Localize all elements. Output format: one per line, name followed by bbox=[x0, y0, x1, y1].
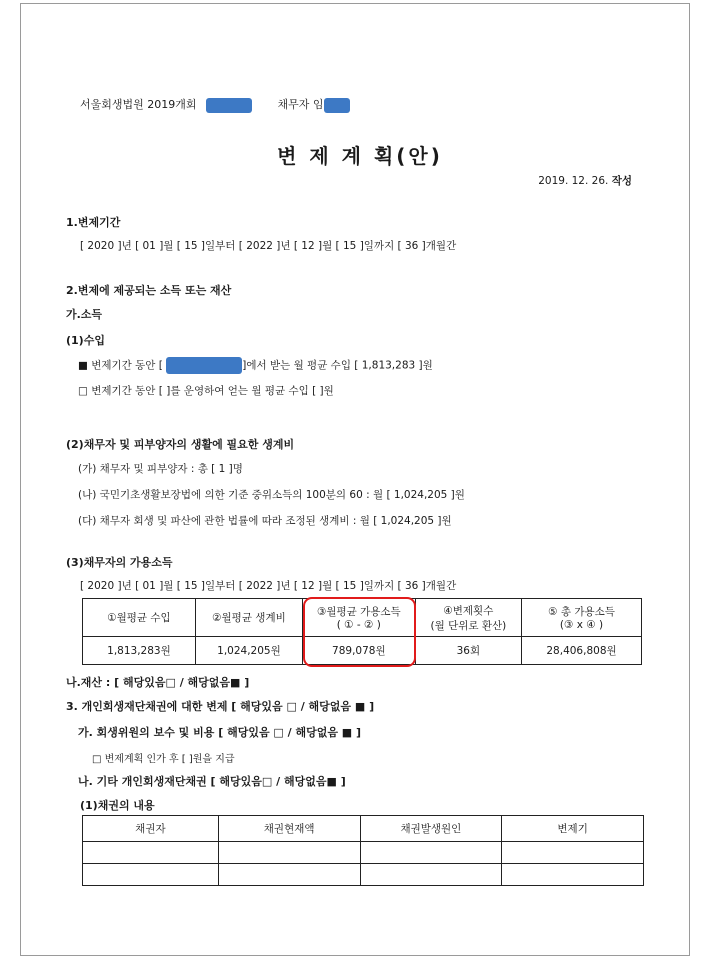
table-row bbox=[83, 864, 644, 886]
claims-table bbox=[82, 815, 644, 886]
available-income-heading: (3)채무자의 가용소득 bbox=[66, 556, 173, 569]
value-available-income: 789,078원 bbox=[302, 637, 415, 665]
living-cost-heading: (2)채무자 및 피부양자의 생활에 필요한 생계비 bbox=[66, 438, 295, 451]
living-cost-line-3: (다) 채무자 회생 및 파산에 관한 법률에 따라 조정된 생계비 : 월 [ 1,024,205 ]원 bbox=[78, 515, 452, 527]
income-heading: (1)수입 bbox=[66, 334, 105, 347]
claims-content-heading: (1)채권의 내용 bbox=[80, 799, 155, 812]
income-line-salary bbox=[78, 357, 433, 374]
table-row bbox=[83, 842, 644, 864]
table-cell bbox=[83, 864, 219, 886]
section1-heading: 1.변제기간 bbox=[66, 216, 121, 229]
header-monthly-income: ①월평균 수입 bbox=[83, 599, 196, 637]
redacted-debtor-name bbox=[324, 98, 350, 113]
header-payment-count: ④변제횟수 (월 단위로 환산) bbox=[415, 599, 521, 637]
income-subsection: 가.소득 bbox=[66, 308, 103, 321]
property-line: 나.재산 : [ 해당있음□ / 해당없음■ ] bbox=[66, 676, 250, 689]
table-cell bbox=[502, 864, 644, 886]
living-cost-line-1: (가) 채무자 및 피부양자 : 총 [ 1 ]명 bbox=[78, 463, 243, 475]
table-cell bbox=[502, 842, 644, 864]
section1-period: [ 2020 ]년 [ 01 ]월 [ 15 ]일부터 [ 2022 ]년 [ 12 ]월 [ 15 ]일까지 [ 36 ]개월간 bbox=[80, 240, 457, 252]
value-payment-count: 36회 bbox=[415, 637, 521, 665]
value-monthly-income: 1,813,283원 bbox=[83, 637, 196, 665]
redacted-case-number bbox=[206, 98, 252, 113]
header-claim-cause: 채권발생원인 bbox=[360, 816, 502, 842]
value-living-cost: 1,024,205원 bbox=[195, 637, 302, 665]
header-claim-amount: 채권현재액 bbox=[218, 816, 360, 842]
header-creditor: 채권자 bbox=[83, 816, 219, 842]
income-line-suffix: ]에서 받는 월 평균 수입 [ 1,813,283 ]원 bbox=[242, 359, 433, 372]
date-line bbox=[538, 173, 632, 188]
table-cell bbox=[218, 842, 360, 864]
value-total-available: 28,406,808원 bbox=[522, 637, 642, 665]
income-line-prefix: ■ 변제기간 동안 [ bbox=[78, 359, 163, 372]
debtor-label: 채무자 임 bbox=[277, 98, 324, 111]
header-living-cost: ②월평균 생계비 bbox=[195, 599, 302, 637]
document-title: 변 제 계 획(안) bbox=[277, 144, 443, 168]
table-cell bbox=[218, 864, 360, 886]
claims-header-row bbox=[83, 816, 644, 842]
available-income-period: [ 2020 ]년 [ 01 ]월 [ 15 ]일부터 [ 2022 ]년 [ 12 ]월 [ 15 ]일까지 [ 36 ]개월간 bbox=[80, 580, 457, 592]
court-case-text: 서울회생법원 2019개회 bbox=[80, 98, 197, 111]
section2-heading: 2.변제에 제공되는 소득 또는 재산 bbox=[66, 284, 232, 297]
income-line-business: □ 변제기간 동안 [ ]를 운영하여 얻는 월 평균 수입 [ ]원 bbox=[78, 385, 334, 397]
table-cell bbox=[83, 842, 219, 864]
redacted-employer bbox=[166, 357, 242, 374]
section3-heading: 3. 개인회생재단채권에 대한 변제 [ 해당있음 □ / 해당없음 ■ ] bbox=[66, 700, 375, 713]
commissioner-fee-line: □ 변제계획 인가 후 [ ]원을 지급 bbox=[92, 754, 235, 765]
other-claims-heading: 나. 기타 개인회생재단채권 [ 해당있음□ / 해당없음■ ] bbox=[78, 775, 346, 788]
header-total-available: ⑤ 총 가용소득 (③ x ④ ) bbox=[522, 599, 642, 637]
header-due-date: 변제기 bbox=[502, 816, 644, 842]
table-cell bbox=[360, 842, 502, 864]
court-header bbox=[80, 96, 350, 113]
date-value: 2019. 12. 26. bbox=[538, 175, 609, 187]
commissioner-fee-heading: 가. 회생위원의 보수 및 비용 [ 해당있음 □ / 해당없음 ■ ] bbox=[78, 726, 362, 739]
table-cell bbox=[360, 864, 502, 886]
date-suffix: 작성 bbox=[611, 175, 632, 187]
header-available-income: ③월평균 가용소득 ( ① - ② ) bbox=[302, 599, 415, 637]
highlight-box bbox=[303, 597, 416, 667]
living-cost-line-2: (나) 국민기초생활보장법에 의한 기준 중위소득의 100분의 60 : 월 [ 1,024,205 ]원 bbox=[78, 489, 465, 501]
